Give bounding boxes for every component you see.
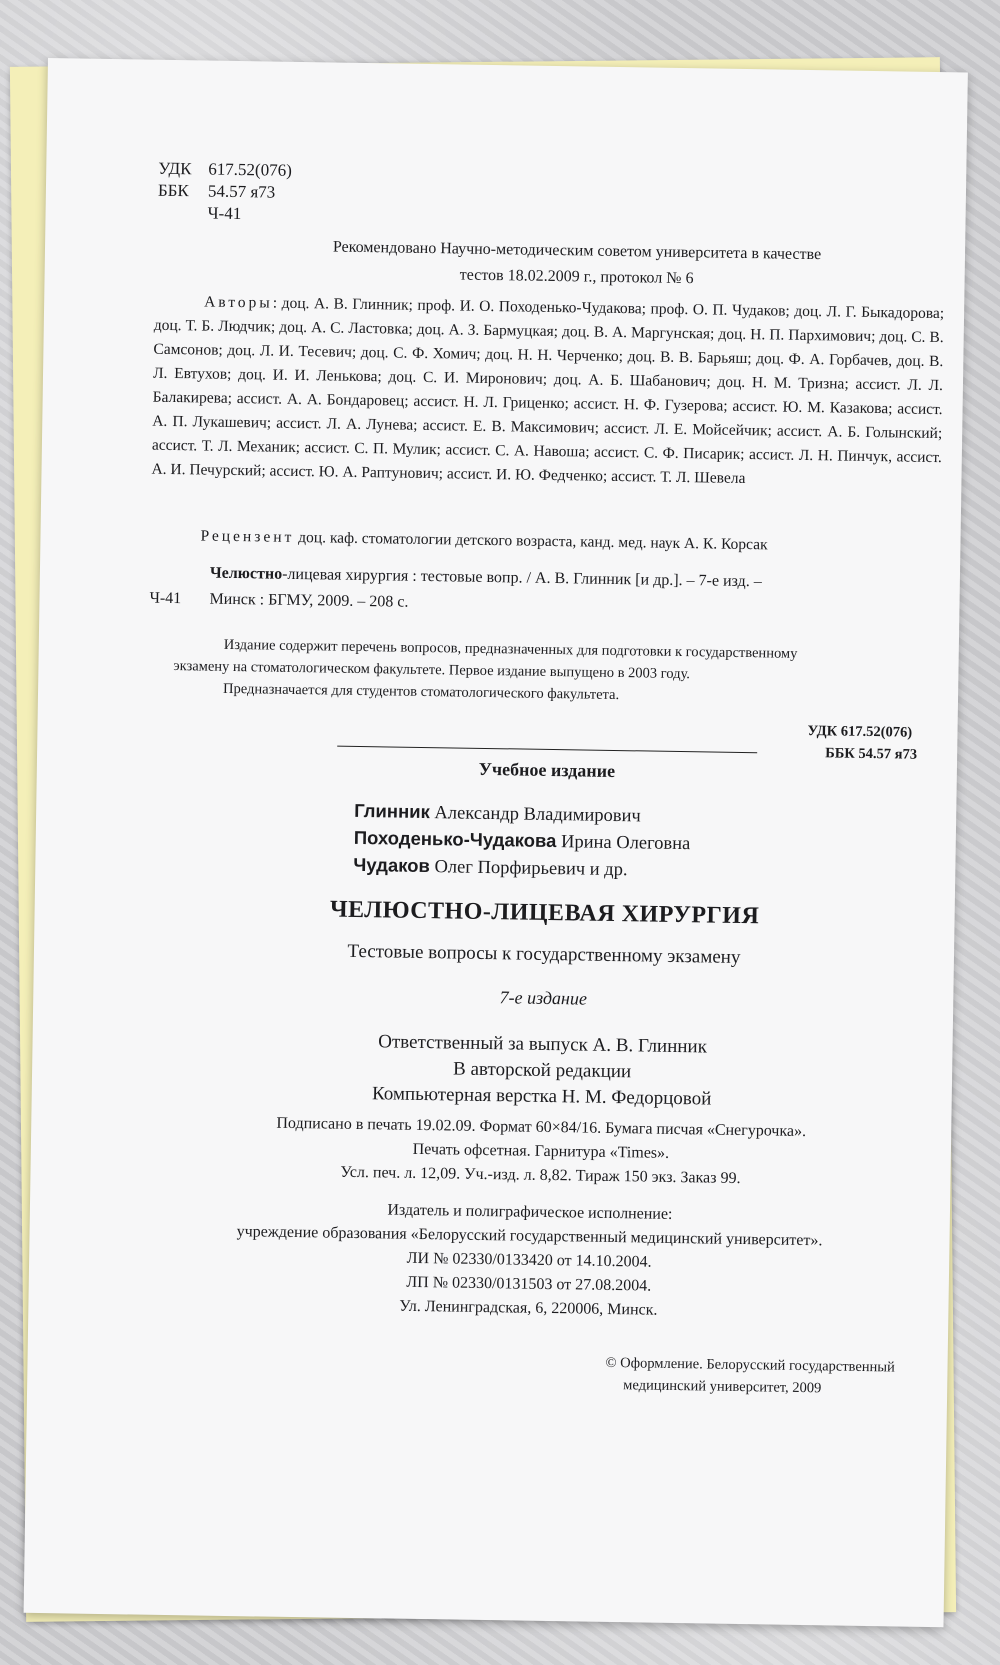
recommendation-line-1: Рекомендовано Научно-методическим советом университета в качестве <box>332 238 822 264</box>
biblio-code: Ч-41 <box>149 589 182 608</box>
responsible-line-3: Компьютерная верстка Н. М. Федорцовой <box>371 1083 712 1110</box>
udk-label: УДК <box>158 158 192 179</box>
recommendation-line-2: тестов 18.02.2009 г., протокол № 6 <box>459 266 694 288</box>
udk-value: 617.52(076) <box>208 159 292 180</box>
person-surname: Походенько-Чудакова <box>353 826 557 852</box>
authors-block <box>151 290 944 494</box>
classification-codes <box>157 158 292 226</box>
publisher-line-5: Ул. Ленинградская, 6, 220006, Минск. <box>399 1297 658 1319</box>
authors-list: : доц. А. В. Глинник; проф. И. О. Походенько-Чудакова; проф. О. П. Чудаков; доц. Л. Г. Быкадорова; доц. Т. Б. Людчик; доц. А. С. Ластовка; доц. А. З. Бармуцкая; доц. В. А. Маргунская; доц. Н. П. Пархимович; доц. С. В. Самсонов; доц. Л. И. Тесевич; доц. С. Ф. Хомич; доц. Н. Н. Черченко; доц. В. В. Барьяш; доц. Ф. А. Горбачев, доц. В. Л. Евтухов; доц. И. И. Ленькова; доц. С. И. Миронович; доц. А. Б. Шабанович; доц. Н. М. Тризна; ассист. Л. Л. Балакирева; ассист. А. А. Бондаровец; ассист. Н. Л. Гриценко; ассист. Н. Ф. Гузерова; ассист. Ю. М. Казакова; ассист. А. П. Лукашевич; ассист. Л. А. Лунева; ассист. Е. В. Максимович; ассист. Л. Е. Мойсейчик; ассист. А. Б. Голынский; ассист. Т. Л. Механик; ассист. С. П. Мулик; ассист. С. А. Навоша; ассист. С. Ф. Писарик; ассист. Л. Н. Пинчук, ассист. А. И. Печурский; ассист. Ю. А. Раптунович; ассист. И. Ю. Федченко; ассист. Т. Л. Шевела <box>151 294 945 488</box>
print-line-2: Печать офсетная. Гарнитура «Times». <box>412 1140 670 1162</box>
copyright-line-1: © Оформление. Белорусский государственный <box>605 1354 895 1376</box>
responsible-line-2: В авторской редакции <box>452 1058 632 1083</box>
person-row <box>353 852 690 884</box>
publisher-line-2: учреждение образования «Белорусский государственный медицинский университет». <box>236 1223 823 1250</box>
person-surname: Чудаков <box>353 853 431 877</box>
publisher-info <box>88 1194 970 1328</box>
responsible-block <box>182 1026 903 1115</box>
right-udk: УДК 617.52(076) <box>807 723 913 741</box>
annotation-line-1: Издание содержит перечень вопросов, предназначенных для подготовки к государственному <box>223 636 798 662</box>
publisher-line-1: Издатель и полиграфическое исполнение: <box>387 1201 673 1223</box>
edition-number: 7-е издание <box>499 987 588 1009</box>
copyright-line-2: медицинский университет, 2009 <box>623 1377 822 1397</box>
right-codes <box>807 720 918 766</box>
annotation-line-2: экзамену на стоматологическом факультете. Первое издание выпущено в 2003 году. <box>173 658 691 683</box>
book-title: ЧЕЛЮСТНО-ЛИЦЕВАЯ ХИРУРГИЯ <box>329 896 760 930</box>
person-surname: Глинник <box>354 799 431 823</box>
edition-type: Учебное издание <box>478 758 616 781</box>
publisher-line-4: ЛП № 02330/0131503 от 27.08.2004. <box>406 1273 652 1295</box>
annotation-line-3: Предназначается для студентов стоматологического факультета. <box>222 680 620 704</box>
print-line-1: Подписано в печать 19.02.09. Формат 60×84/16. Бумага писчая «Снегурочка». <box>276 1114 807 1141</box>
reviewer <box>200 527 767 554</box>
book-subtitle: Тестовые вопросы к государственному экзамену <box>347 940 741 968</box>
book-page <box>24 58 968 1627</box>
publisher-line-3: ЛИ № 02330/0133420 от 14.10.2004. <box>406 1249 652 1271</box>
person-name: Олег Порфирьевич и др. <box>434 857 628 881</box>
copyright <box>605 1352 895 1401</box>
responsible-line-1: Ответственный за выпуск А. В. Глинник <box>378 1031 708 1058</box>
divider-rule <box>337 746 757 754</box>
author-mark: Ч-41 <box>207 203 242 224</box>
biblio-line-2: Минск : БГМУ, 2009. – 208 с. <box>209 590 409 611</box>
bibliographic-record <box>149 560 940 624</box>
person-name: Александр Владимирович <box>434 803 641 827</box>
bbk-label: ББК <box>157 180 189 201</box>
authors-label: Авторы <box>204 293 273 312</box>
right-bbk: ББК 54.57 я73 <box>825 745 918 763</box>
person-name: Ирина Олеговна <box>560 832 691 855</box>
biblio-title-bold: Челюстно <box>209 564 283 583</box>
bbk-value: 54.57 я73 <box>207 181 276 202</box>
annotation <box>173 634 944 711</box>
print-info <box>130 1109 951 1194</box>
biblio-line-1: -лицевая хирургия : тестовые вопр. / А. В. Глинник [и др.]. – 7-е изд. – <box>282 565 762 591</box>
print-line-3: Усл. печ. л. 12,09. Уч.-изд. л. 8,82. Тираж 150 экз. Заказ 99. <box>340 1163 741 1188</box>
recommendation <box>256 233 897 295</box>
persons-list <box>353 798 691 884</box>
reviewer-text: доц. каф. стоматологии детского возраста, канд. мед. наук А. К. Корсак <box>298 528 768 554</box>
reviewer-label: Рецензент <box>200 527 295 546</box>
